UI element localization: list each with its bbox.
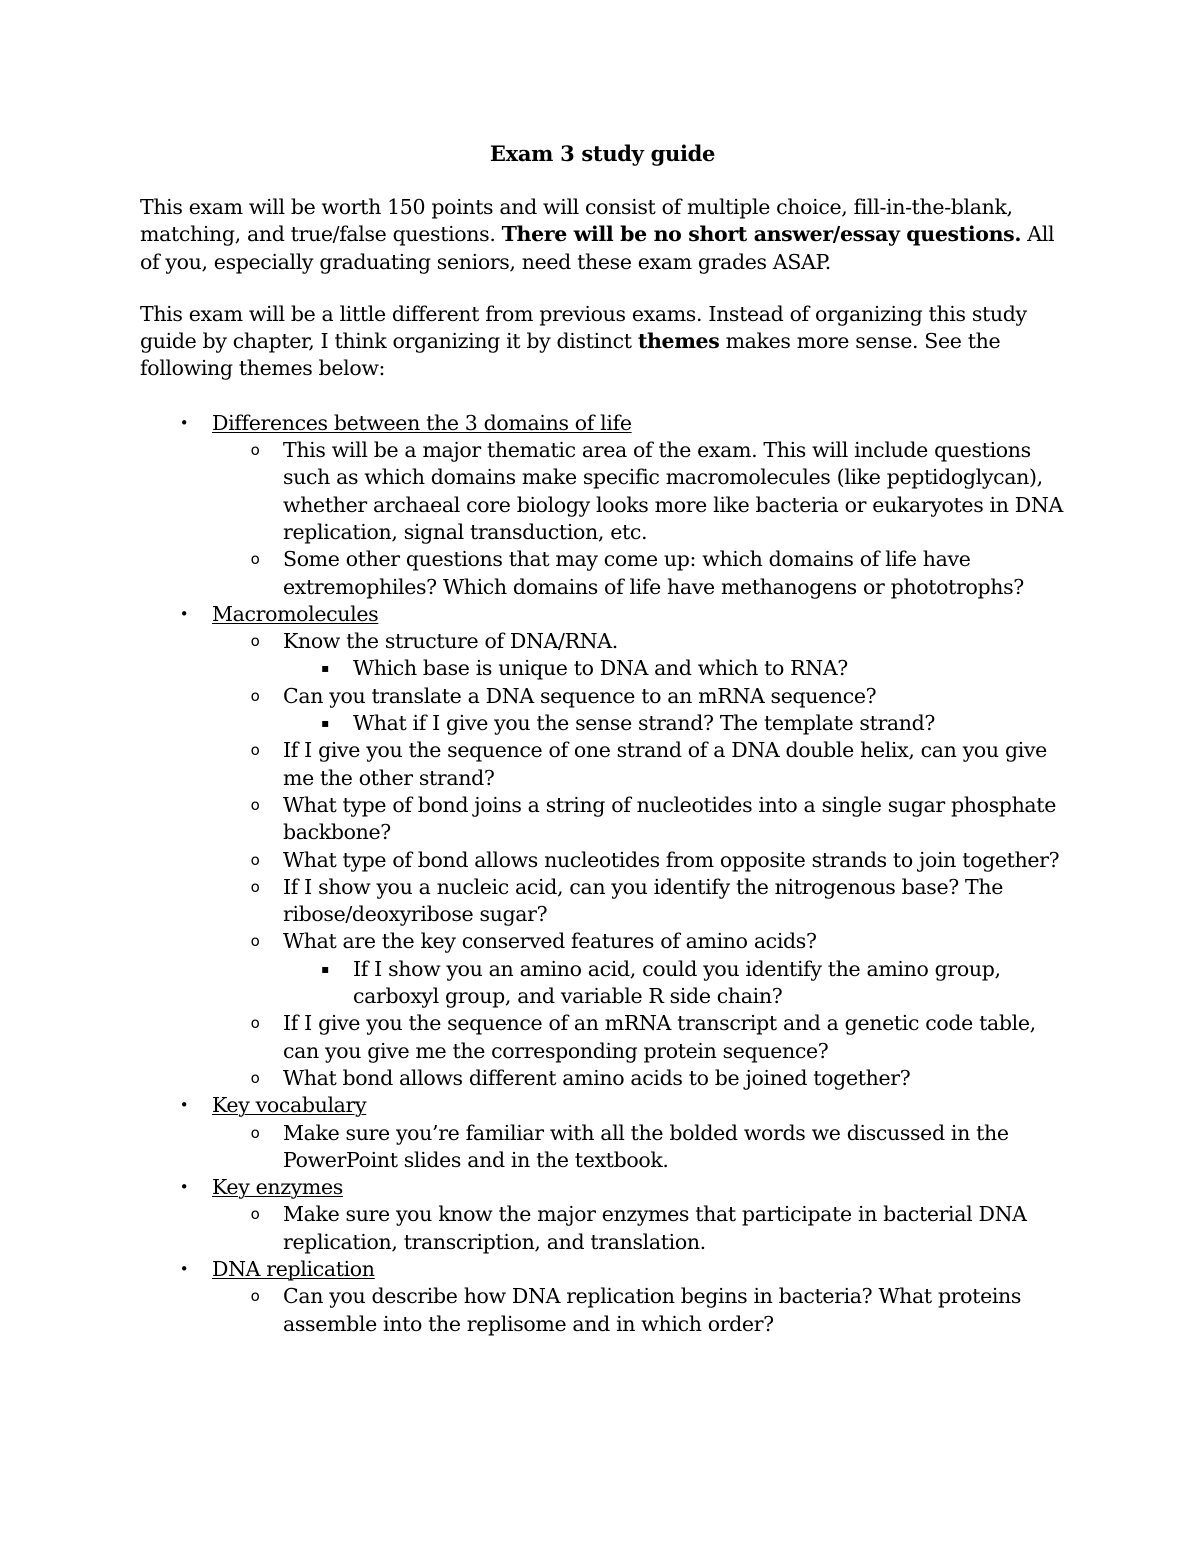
subitem [212,737,1065,792]
nested-subitem [283,655,1065,682]
circle-bullet-icon: o [250,441,260,460]
subitem-text: What type of bond allows nucleotides from opposite strands to join together? [283,847,1060,872]
subitem-text: Know the structure of DNA/RNA. [283,629,618,654]
circle-bullet-icon: o [250,741,260,760]
nested-subitems [212,655,1065,682]
subitem [212,683,1065,738]
subitem [212,792,1065,847]
circle-bullet-icon: o [250,1014,260,1033]
subitem-text: If I show you a nucleic acid, can you identify the nitrogenous base? The ribose/deoxyribose sugar? [283,874,1004,927]
bullet-icon: • [179,413,189,432]
subitem [212,1120,1065,1175]
subitem-text: Make sure you know the major enzymes that participate in bacterial DNA replication, transcription, and translation. [283,1202,1027,1254]
nested-subitem [283,956,1065,1011]
intro-paragraph-2-bold: themes [637,329,720,354]
intro-paragraph-2 [140,301,1065,383]
square-bullet-icon: ▪ [321,961,329,976]
bullet-icon: • [179,1178,189,1197]
circle-bullet-icon: o [250,550,260,569]
nested-subitem-text: What if I give you the sense strand? The template strand? [353,711,936,736]
nested-subitems [212,956,1065,1011]
theme-item [140,1092,1065,1174]
nested-subitems [212,710,1065,737]
theme-heading: Differences between the 3 domains of life [212,410,632,435]
theme-item [140,410,1065,601]
subitem-text: This will be a major thematic area of the exam. This will include questions such as which domains make specific macromolecules (like peptidoglycan), whether archaeal core biology looks more like bacteria or eukaryotes in DNA replication, signal transduction, etc. [283,438,1063,544]
document-body [140,140,1065,1338]
circle-bullet-icon: o [250,686,260,705]
circle-bullet-icon: o [250,795,260,814]
subitem [212,928,1065,1010]
subitem [212,628,1065,683]
subitem [212,874,1065,929]
theme-heading: Macromolecules [212,601,379,626]
bullet-icon: • [179,604,189,623]
page-title: Exam 3 study guide [489,141,716,166]
theme-subitems [140,437,1065,601]
subitem [212,1010,1065,1065]
circle-bullet-icon: o [250,632,260,651]
subitem [212,1065,1065,1092]
subitem-text: If I give you the sequence of an mRNA transcript and a genetic code table, can you give me the corresponding protein sequence? [283,1011,1036,1063]
nested-subitem-text: Which base is unique to DNA and which to RNA? [353,656,848,681]
circle-bullet-icon: o [250,1068,260,1087]
theme-item [140,601,1065,1092]
theme-subitems [140,1120,1065,1175]
square-bullet-icon: ▪ [321,661,329,676]
subitem-text: Some other questions that may come up: which domains of life have extremophiles? Which domains of life have methanogens or phototrophs? [283,547,1024,599]
subitem [212,546,1065,601]
theme-heading: DNA replication [212,1256,375,1281]
subitem [212,847,1065,874]
theme-subitems [140,628,1065,1092]
theme-heading: Key enzymes [212,1175,343,1200]
intro-paragraph-1-bold: There will be no short answer/essay questions. [501,222,1022,247]
theme-subitems [140,1201,1065,1256]
subitem-text: Can you translate a DNA sequence to an mRNA sequence? [283,683,877,708]
square-bullet-icon: ▪ [321,716,329,731]
subitem-text: What bond allows different amino acids to be joined together? [283,1065,911,1090]
theme-heading: Key vocabulary [212,1093,367,1118]
subitem [212,1201,1065,1256]
intro-paragraph-2-text: This exam will be a little different from previous exams. Instead of organizing this study guide by chapter, I think organizing it by distinct [140,301,1027,354]
themes-list [140,410,1065,1338]
bullet-icon: • [179,1096,189,1115]
subitem-text: Make sure you’re familiar with all the bolded words we discussed in the PowerPoint slides and in the textbook. [283,1120,1009,1172]
subitem [212,437,1065,546]
intro-paragraph-1 [140,194,1065,276]
intro-paragraph-2-tail: makes more sense. See the following themes below: [140,329,1001,381]
subitem-text: If I give you the sequence of one strand of a DNA double helix, can you give me the other strand? [283,738,1047,790]
subitem-text: What are the key conserved features of amino acids? [283,929,817,954]
nested-subitem [283,710,1065,737]
circle-bullet-icon: o [250,850,260,869]
bullet-icon: • [179,1259,189,1278]
circle-bullet-icon: o [250,1123,260,1142]
nested-subitem-text: If I show you an amino acid, could you identify the amino group, carboxyl group, and variable R side chain? [353,956,1001,1009]
circle-bullet-icon: o [250,877,260,896]
circle-bullet-icon: o [250,932,260,951]
circle-bullet-icon: o [250,1287,260,1306]
subitem-text: What type of bond joins a string of nucleotides into a single sugar phosphate backbone? [283,792,1056,845]
subitem-text: Can you describe how DNA replication begins in bacteria? What proteins assemble into the replisome and in which order? [283,1284,1022,1336]
theme-item [140,1174,1065,1256]
theme-subitems [140,1283,1065,1338]
intro-paragraph-1-tail: All of you, especially graduating seniors, need these exam grades ASAP. [140,222,1055,274]
theme-item [140,1256,1065,1338]
subitem [212,1283,1065,1338]
circle-bullet-icon: o [250,1205,260,1224]
intro-paragraph-1-text: This exam will be worth 150 points and will consist of multiple choice, fill-in-the-blank, matching, and true/false questions. [140,195,1013,247]
